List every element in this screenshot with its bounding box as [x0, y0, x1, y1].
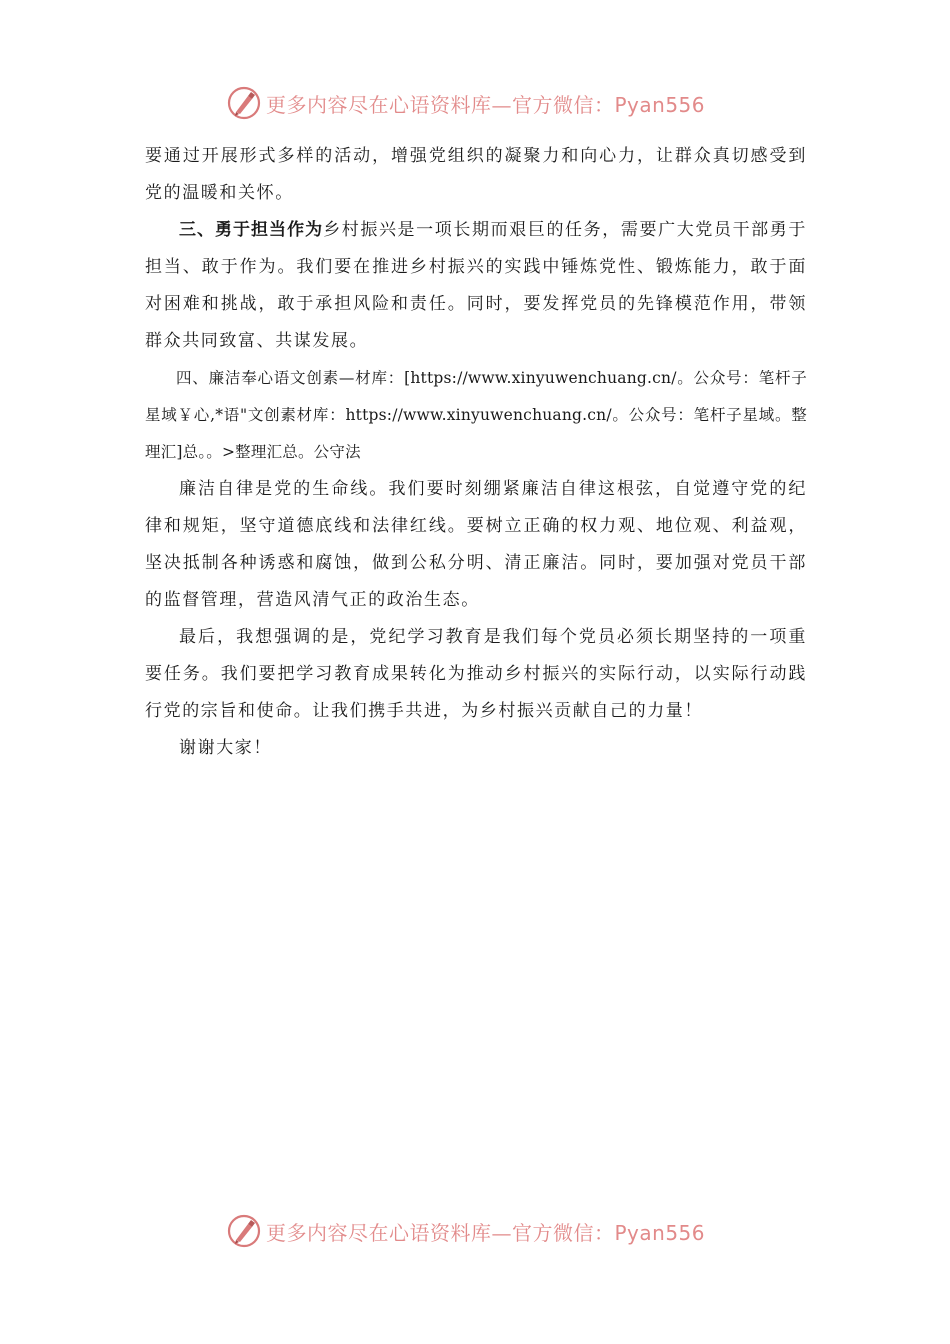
paragraph-1: 要通过开展形式多样的活动，增强党组织的凝聚力和向心力，让群众真切感受到党的温暖和关怀。	[145, 146, 807, 203]
paragraph-4: 廉洁自律是党的生命线。我们要时刻绷紧廉洁自律这根弦，自觉遵守党的纪律和规矩，坚守道德底线和法律红线。要树立正确的权力观、地位观、利益观，坚决抵制各种诱惑和腐蚀，做到公私分明、清正廉洁。同时，要加强对党员干部的监督管理，营造风清气正的政治生态。	[145, 479, 807, 610]
paragraph-3: 四、廉洁奉心语文创素—材库：[https://www.xinyuwenchuang.cn/。公众号：笔杆子星域￥心,*语"文创素材库：https://www.xinyuwenchuang.cn/。公众号：笔杆子星域。整理汇]总。。>整理汇总。公守法	[145, 369, 807, 461]
banner-wechat-id: Pyan556	[614, 92, 706, 117]
paragraph-2-body: 乡村振兴是一项长期而艰巨的任务，需要广大党员干部勇于担当、敢于作为。我们要在推进乡村振兴的实践中锤炼党性、锻炼能力，敢于面对困难和挑战，敢于承担风险和责任。同时，要发挥党员的先锋模范作用，带领群众共同致富、共谋发展。	[145, 220, 808, 351]
paragraph-6: 谢谢大家！	[179, 738, 272, 758]
banner-text: 更多内容尽在心语资料库—官方微信：	[266, 92, 615, 117]
header-banner	[226, 83, 726, 123]
footer-banner	[226, 1211, 726, 1251]
pen-logo-icon	[226, 1213, 262, 1249]
paragraph-2	[145, 212, 807, 360]
pen-logo-icon	[226, 85, 262, 121]
banner-wechat-id: Pyan556	[614, 1220, 706, 1245]
section-heading-3: 三、勇于担当作为	[179, 220, 324, 240]
document-body	[145, 138, 807, 767]
paragraph-5: 最后，我想强调的是，党纪学习教育是我们每个党员必须长期坚持的一项重要任务。我们要把学习教育成果转化为推动乡村振兴的实际行动，以实际行动践行党的宗旨和使命。让我们携手共进，为乡村振兴贡献自己的力量！	[145, 627, 807, 721]
banner-text: 更多内容尽在心语资料库—官方微信：	[266, 1220, 615, 1245]
